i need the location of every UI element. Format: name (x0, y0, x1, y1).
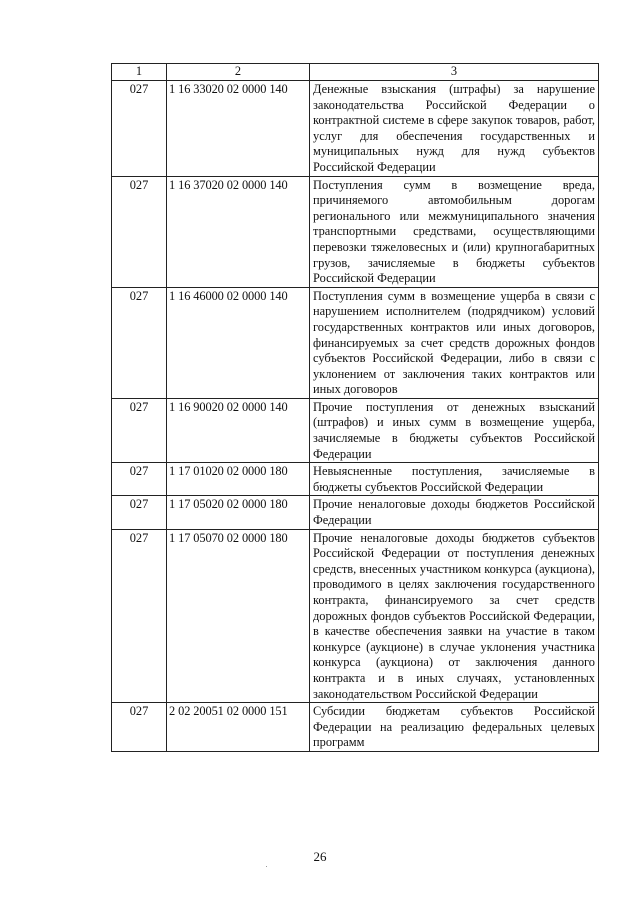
table-row (112, 176, 599, 287)
table-header (112, 64, 599, 81)
admin-code-cell: 027 (112, 496, 167, 529)
revenue-code-cell: 1 17 01020 02 0000 180 (167, 463, 310, 496)
revenue-classification-table (111, 63, 599, 752)
revenue-code-cell: 1 16 46000 02 0000 140 (167, 287, 310, 398)
admin-code-cell: 027 (112, 463, 167, 496)
table-row (112, 496, 599, 529)
description-cell: Прочие поступления от денежных взысканий (штрафов) и иных сумм в возмещение ущерба, зачисляемые в бюджеты субъектов Российской Федерации (310, 398, 599, 462)
page-number: 26 (313, 849, 327, 864)
revenue-code-cell: 1 17 05070 02 0000 180 (167, 529, 310, 703)
table-row (112, 703, 599, 752)
table-row (112, 529, 599, 703)
description-cell: Прочие неналоговые доходы бюджетов субъектов Российской Федерации от поступления денежных средств, внесенных участником конкурса (аукциона), проводимого в целях заключения государственного контракта, финансируемого за счет средств дорожных фондов субъектов Российской Федерации, в качестве обеспечения заявки на участие в таком конкурсе (аукционе) в случае уклонения участника конкурса (аукциона) от заключения данного контракта и в иных случаях, установленных законодательством Российской Федерации (310, 529, 599, 703)
description-cell: Поступления сумм в возмещение ущерба в связи с нарушением исполнителем (подрядчиком) условий государственных контрактов или иных договоров, финансируемых за счет средств дорожных фондов субъектов Российской Федерации, либо в связи с уклонением от заключения таких контрактов или иных договоров (310, 287, 599, 398)
description-cell: Невыясненные поступления, зачисляемые в бюджеты субъектов Российской Федерации (310, 463, 599, 496)
admin-code-cell: 027 (112, 176, 167, 287)
revenue-code-cell: 1 16 90020 02 0000 140 (167, 398, 310, 462)
header-column-1: 1 (112, 64, 167, 81)
revenue-code-cell: 1 16 37020 02 0000 140 (167, 176, 310, 287)
header-row (112, 64, 599, 81)
revenue-code-cell: 2 02 20051 02 0000 151 (167, 703, 310, 752)
admin-code-cell: 027 (112, 398, 167, 462)
revenue-code-cell: 1 17 05020 02 0000 180 (167, 496, 310, 529)
table-row (112, 81, 599, 177)
table-row (112, 463, 599, 496)
table-row (112, 398, 599, 462)
header-column-3: 3 (310, 64, 599, 81)
header-column-2: 2 (167, 64, 310, 81)
scan-speck (266, 866, 267, 867)
table-row (112, 287, 599, 398)
admin-code-cell: 027 (112, 529, 167, 703)
admin-code-cell: 027 (112, 287, 167, 398)
admin-code-cell: 027 (112, 703, 167, 752)
description-cell: Прочие неналоговые доходы бюджетов Российской Федерации (310, 496, 599, 529)
admin-code-cell: 027 (112, 81, 167, 177)
table-body (112, 81, 599, 752)
revenue-code-cell: 1 16 33020 02 0000 140 (167, 81, 310, 177)
description-cell: Поступления сумм в возмещение вреда, причиняемого автомобильным дорогам регионального или межмуниципального значения транспортными средствами, осуществляющими перевозки тяжеловесных и (или) крупногабаритных грузов, зачисляемые в бюджеты субъектов Российской Федерации (310, 176, 599, 287)
description-cell: Денежные взыскания (штрафы) за нарушение законодательства Российской Федерации о контрактной системе в сфере закупок товаров, работ, услуг для обеспечения государственных и муниципальных нужд для нужд субъектов Российской Федерации (310, 81, 599, 177)
description-cell: Субсидии бюджетам субъектов Российской Федерации на реализацию федеральных целевых программ (310, 703, 599, 752)
